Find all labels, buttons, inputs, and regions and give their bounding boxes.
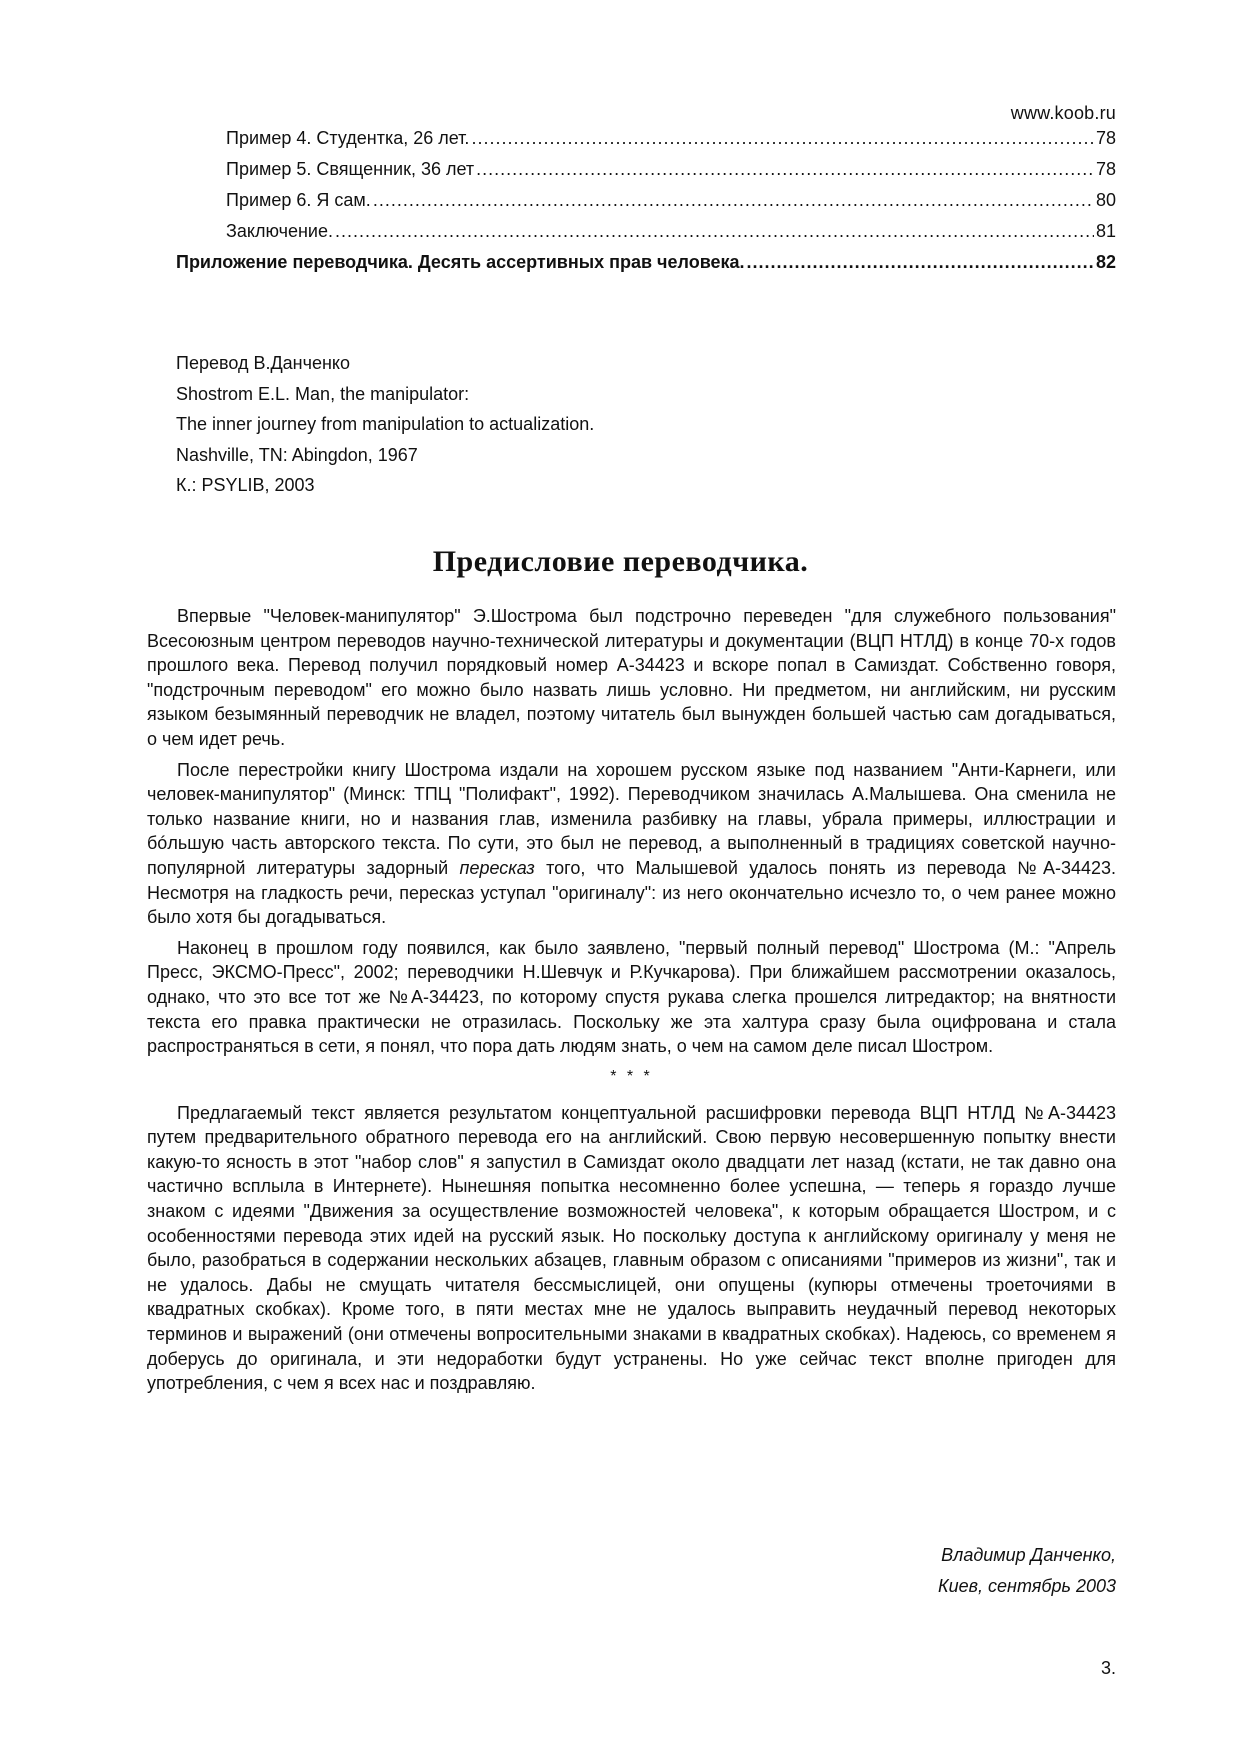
toc-entry-page: 78 — [1095, 128, 1116, 148]
signature-place-date: Киев, сентябрь 2003 — [938, 1576, 1116, 1596]
toc-dot-leader — [747, 252, 1094, 273]
paragraph: Наконец в прошлом году появился, как было заявлено, "первый полный перевод" Шострома (М.: "Апрель Пресс, ЭКСМО-Пресс", 2002; переводчики Н.Шевчук и Р.Кучкарова). При ближайшем рассмотрении оказалось, однако, что это все тот же №А-34423, по которому спустя рукава слегка прошелся литредактор; на внятности текста его правка практически не отразилась. Поскольку же эта халтура сразу была оцифрована и стала распространяться в сети, я понял, что пора дать людям знать, о чем на самом деле писал Шостром. — [147, 937, 1116, 1057]
credit-line-publisher: К.: PSYLIB, 2003 — [176, 475, 315, 495]
signature — [938, 1540, 1116, 1602]
toc-entry-title: Пример 4. Студентка, 26 лет. — [226, 128, 470, 148]
toc-entry-page: 78 — [1095, 159, 1116, 179]
toc-entry-title: Пример 5. Священник, 36 лет — [226, 159, 475, 179]
toc-dot-leader — [373, 190, 1094, 211]
paragraph: Впервые "Человек-манипулятор" Э.Шострома был подстрочно переведен "для служебного пользования" Всесоюзным центром переводов научно-технической литературы и документации (ВЦП НТЛД) в конце 70-х годов прошлого века. Перевод получил порядковый номер А-34423 и вскоре попал в Самиздат. Собственно говоря, "подстрочным переводом" его можно было назвать лишь условно. Ни предметом, ни английским, ни русским языком безымянный переводчик не владел, поэтому читатель был вынужден большей частью сам догадываться, о чем идет речь. — [147, 606, 1116, 749]
toc-dot-leader — [476, 159, 1094, 180]
credit-line-subtitle: The inner journey from manipulation to actualization. — [176, 414, 595, 434]
toc-entry-title: Приложение переводчика. Десять ассертивных прав человека. — [176, 252, 745, 272]
toc-entry-page: 81 — [1095, 221, 1116, 241]
toc-entry-page: 82 — [1095, 252, 1116, 272]
signature-name: Владимир Данченко, — [941, 1545, 1116, 1565]
credit-line-original-publisher: Nashville, TN: Abingdon, 1967 — [176, 444, 418, 465]
toc-entry-title: Пример 6. Я сам. — [226, 190, 371, 210]
site-url: www.koob.ru — [1010, 103, 1116, 123]
table-of-contents — [176, 128, 1116, 283]
paragraph — [147, 758, 1116, 930]
emphasis-text: пересказ — [459, 857, 535, 878]
toc-entry-page: 80 — [1095, 190, 1116, 210]
toc-entry[interactable] — [176, 190, 1116, 221]
paragraph-text: того, что Малышевой удалось понять из перевода №А-34423. Несмотря на гладкость речи, пересказ уступал "оригиналу": из него окончательно исчезло то, о чем ранее можно было хотя бы догадываться. — [147, 857, 1117, 928]
credit-line-translator: Перевод В.Данченко — [176, 353, 351, 373]
toc-entry-appendix[interactable] — [176, 252, 1116, 283]
preface-body — [147, 604, 1116, 1402]
paragraph: Предлагаемый текст является результатом концептуальной расшифровки перевода ВЦП НТЛД №А-34423 путем предварительного обратного перевода его на английский. Свою первую несовершенную попытку внести какую-то ясность в этот "набор слов" я запустил в Самиздат около двадцати лет назад (кстати, не так давно она частично всплыла в Интернете). Нынешняя попытка несомненно более успешна, — теперь я гораздо лучше знаком с идеями "Движения за осуществление возможностей человека", к которым обращается Шостром, и с особенностями перевода этих идей на русский язык. Но поскольку доступа к английскому оригиналу у меня не было, разобраться в содержании нескольких абзацев, главным образом с описаниями "примеров из жизни", так и не удалось. Дабы не смущать читателя бессмыслицей, они опущены (купюры отмечены троеточиями в квадратных скобках). Кроме того, в пяти местах мне не удалось выправить неудачный перевод некоторых терминов и выражений (они отмечены вопросительными знаками в квадратных скобках). Надеюсь, со временем я доберусь до оригинала, и эти недоработки будут устранены. Но уже сейчас текст вполне пригоден для употребления, с чем я всех нас и поздравляю. — [147, 1102, 1116, 1394]
toc-dot-leader — [335, 221, 1094, 242]
paragraph-text: После перестройки книгу Шострома издали на хорошем русском языке под названием "Анти-Карнеги, или человек-манипулятор" (Минск: ТПЦ "Полифакт", 1992). Переводчиком значилась А.Малышева. Она сменила не только название книги, но и названия глав, изменила разбивку на главы, убрала примеры, иллюстрации и бóльшую часть авторского текста. По сути, это был не перевод, а выполненный в традициях советской научно-популярной литературы задорный — [147, 759, 1116, 878]
page-number: 3. — [1100, 1658, 1116, 1678]
bibliographic-credits — [176, 348, 594, 501]
section-title: Предисловие переводчика. — [432, 545, 809, 578]
toc-entry[interactable] — [176, 159, 1116, 190]
section-divider: * * * — [610, 1067, 653, 1085]
toc-entry-title: Заключение. — [226, 221, 333, 241]
toc-entry[interactable] — [176, 128, 1116, 159]
credit-line-original-title: Shostrom E.L. Man, the manipulator: — [176, 383, 470, 404]
toc-entry[interactable] — [176, 221, 1116, 252]
toc-dot-leader — [471, 128, 1094, 149]
